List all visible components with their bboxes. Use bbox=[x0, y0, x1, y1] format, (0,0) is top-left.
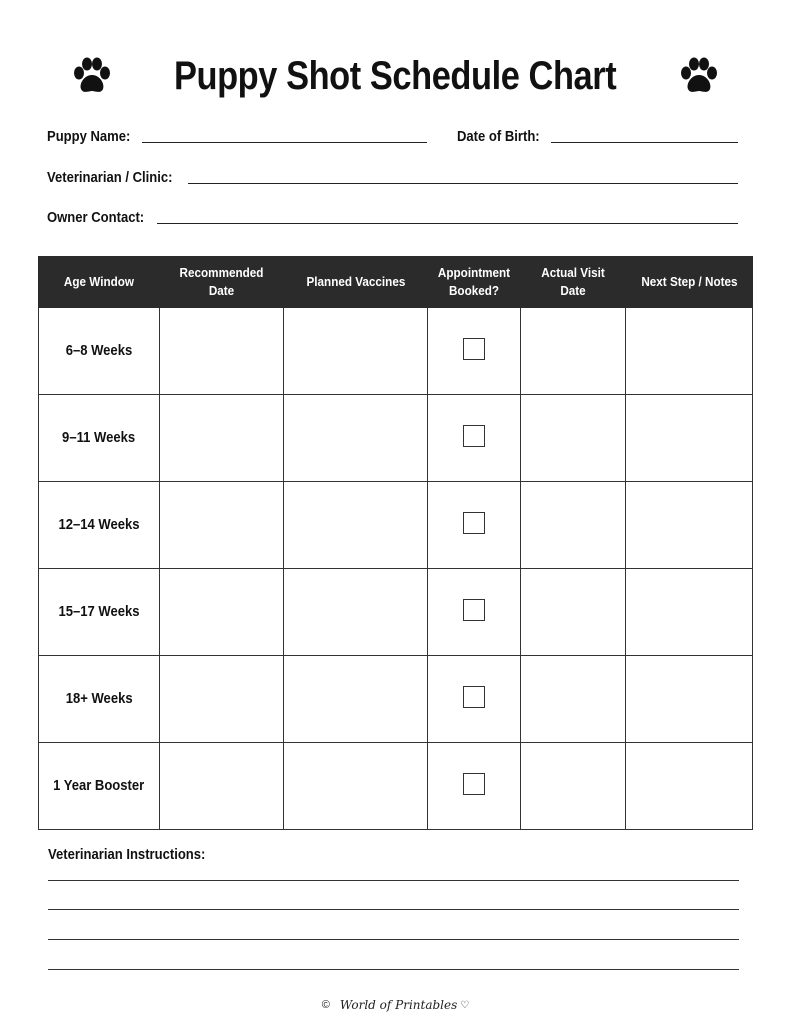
instructions-line[interactable] bbox=[48, 969, 739, 970]
footer bbox=[0, 998, 791, 1012]
age-window-cell: 12–14 Weeks bbox=[39, 482, 160, 569]
header-age-window: Age Window bbox=[39, 257, 160, 308]
veterinarian-clinic-line[interactable] bbox=[188, 169, 738, 184]
planned-vaccines-cell[interactable] bbox=[284, 743, 428, 830]
actual-visit-date-cell[interactable] bbox=[521, 482, 626, 569]
table-row bbox=[39, 482, 753, 569]
puppy-name-field[interactable] bbox=[47, 128, 427, 145]
table-row bbox=[39, 395, 753, 482]
copyright-symbol: © bbox=[321, 999, 330, 1011]
age-window-cell: 6–8 Weeks bbox=[39, 308, 160, 395]
header-actual-visit-date: Actual Visit Date bbox=[521, 257, 626, 308]
appointment-booked-cell bbox=[428, 743, 521, 830]
veterinarian-instructions-label: Veterinarian Instructions: bbox=[48, 847, 206, 863]
appointment-checkbox[interactable] bbox=[463, 338, 485, 360]
appointment-checkbox[interactable] bbox=[463, 599, 485, 621]
actual-visit-date-cell[interactable] bbox=[521, 656, 626, 743]
appointment-booked-cell bbox=[428, 308, 521, 395]
paw-icon-left bbox=[70, 56, 114, 96]
planned-vaccines-cell[interactable] bbox=[284, 482, 428, 569]
actual-visit-date-cell[interactable] bbox=[521, 743, 626, 830]
appointment-checkbox[interactable] bbox=[463, 773, 485, 795]
brand-name: World of Printables bbox=[339, 998, 458, 1012]
veterinarian-clinic-label: Veterinarian / Clinic: bbox=[47, 170, 173, 186]
next-step-notes-cell[interactable] bbox=[626, 308, 753, 395]
next-step-notes-cell[interactable] bbox=[626, 482, 753, 569]
date-of-birth-line[interactable] bbox=[551, 128, 738, 143]
shot-schedule-table bbox=[38, 256, 753, 830]
appointment-booked-cell bbox=[428, 395, 521, 482]
header-recommended-date: Recommended Date bbox=[160, 257, 284, 308]
next-step-notes-cell[interactable] bbox=[626, 395, 753, 482]
header-appointment-booked: Appointment Booked? bbox=[428, 257, 521, 308]
paw-icon-right bbox=[677, 56, 721, 96]
age-window-cell: 9–11 Weeks bbox=[39, 395, 160, 482]
next-step-notes-cell[interactable] bbox=[626, 743, 753, 830]
planned-vaccines-cell[interactable] bbox=[284, 656, 428, 743]
instructions-line[interactable] bbox=[48, 939, 739, 940]
veterinarian-clinic-field[interactable] bbox=[47, 169, 738, 186]
appointment-checkbox[interactable] bbox=[463, 686, 485, 708]
owner-contact-field[interactable] bbox=[47, 209, 738, 226]
puppy-name-line[interactable] bbox=[142, 128, 427, 143]
page-title: Puppy Shot Schedule Chart bbox=[174, 53, 617, 98]
recommended-date-cell[interactable] bbox=[160, 395, 284, 482]
recommended-date-cell[interactable] bbox=[160, 308, 284, 395]
recommended-date-cell[interactable] bbox=[160, 482, 284, 569]
next-step-notes-cell[interactable] bbox=[626, 569, 753, 656]
planned-vaccines-cell[interactable] bbox=[284, 569, 428, 656]
appointment-booked-cell bbox=[428, 569, 521, 656]
instructions-line[interactable] bbox=[48, 909, 739, 910]
header-planned-vaccines: Planned Vaccines bbox=[284, 257, 428, 308]
recommended-date-cell[interactable] bbox=[160, 656, 284, 743]
table-row bbox=[39, 743, 753, 830]
appointment-booked-cell bbox=[428, 482, 521, 569]
date-of-birth-field[interactable] bbox=[457, 128, 738, 145]
planned-vaccines-cell[interactable] bbox=[284, 395, 428, 482]
actual-visit-date-cell[interactable] bbox=[521, 395, 626, 482]
page-title-row bbox=[0, 46, 791, 106]
owner-contact-label: Owner Contact: bbox=[47, 210, 145, 226]
table-header-row bbox=[39, 257, 753, 308]
table-row bbox=[39, 569, 753, 656]
instructions-line[interactable] bbox=[48, 880, 739, 881]
age-window-cell: 18+ Weeks bbox=[39, 656, 160, 743]
appointment-booked-cell bbox=[428, 656, 521, 743]
header-next-step-notes: Next Step / Notes bbox=[626, 257, 753, 308]
next-step-notes-cell[interactable] bbox=[626, 656, 753, 743]
heart-icon: ♡ bbox=[460, 999, 470, 1011]
appointment-checkbox[interactable] bbox=[463, 425, 485, 447]
puppy-name-label: Puppy Name: bbox=[47, 129, 131, 145]
planned-vaccines-cell[interactable] bbox=[284, 308, 428, 395]
date-of-birth-label: Date of Birth: bbox=[457, 129, 540, 145]
age-window-cell: 1 Year Booster bbox=[39, 743, 160, 830]
table-row bbox=[39, 308, 753, 395]
owner-contact-line[interactable] bbox=[157, 209, 738, 224]
appointment-checkbox[interactable] bbox=[463, 512, 485, 534]
table-row bbox=[39, 656, 753, 743]
recommended-date-cell[interactable] bbox=[160, 569, 284, 656]
actual-visit-date-cell[interactable] bbox=[521, 308, 626, 395]
recommended-date-cell[interactable] bbox=[160, 743, 284, 830]
age-window-cell: 15–17 Weeks bbox=[39, 569, 160, 656]
actual-visit-date-cell[interactable] bbox=[521, 569, 626, 656]
